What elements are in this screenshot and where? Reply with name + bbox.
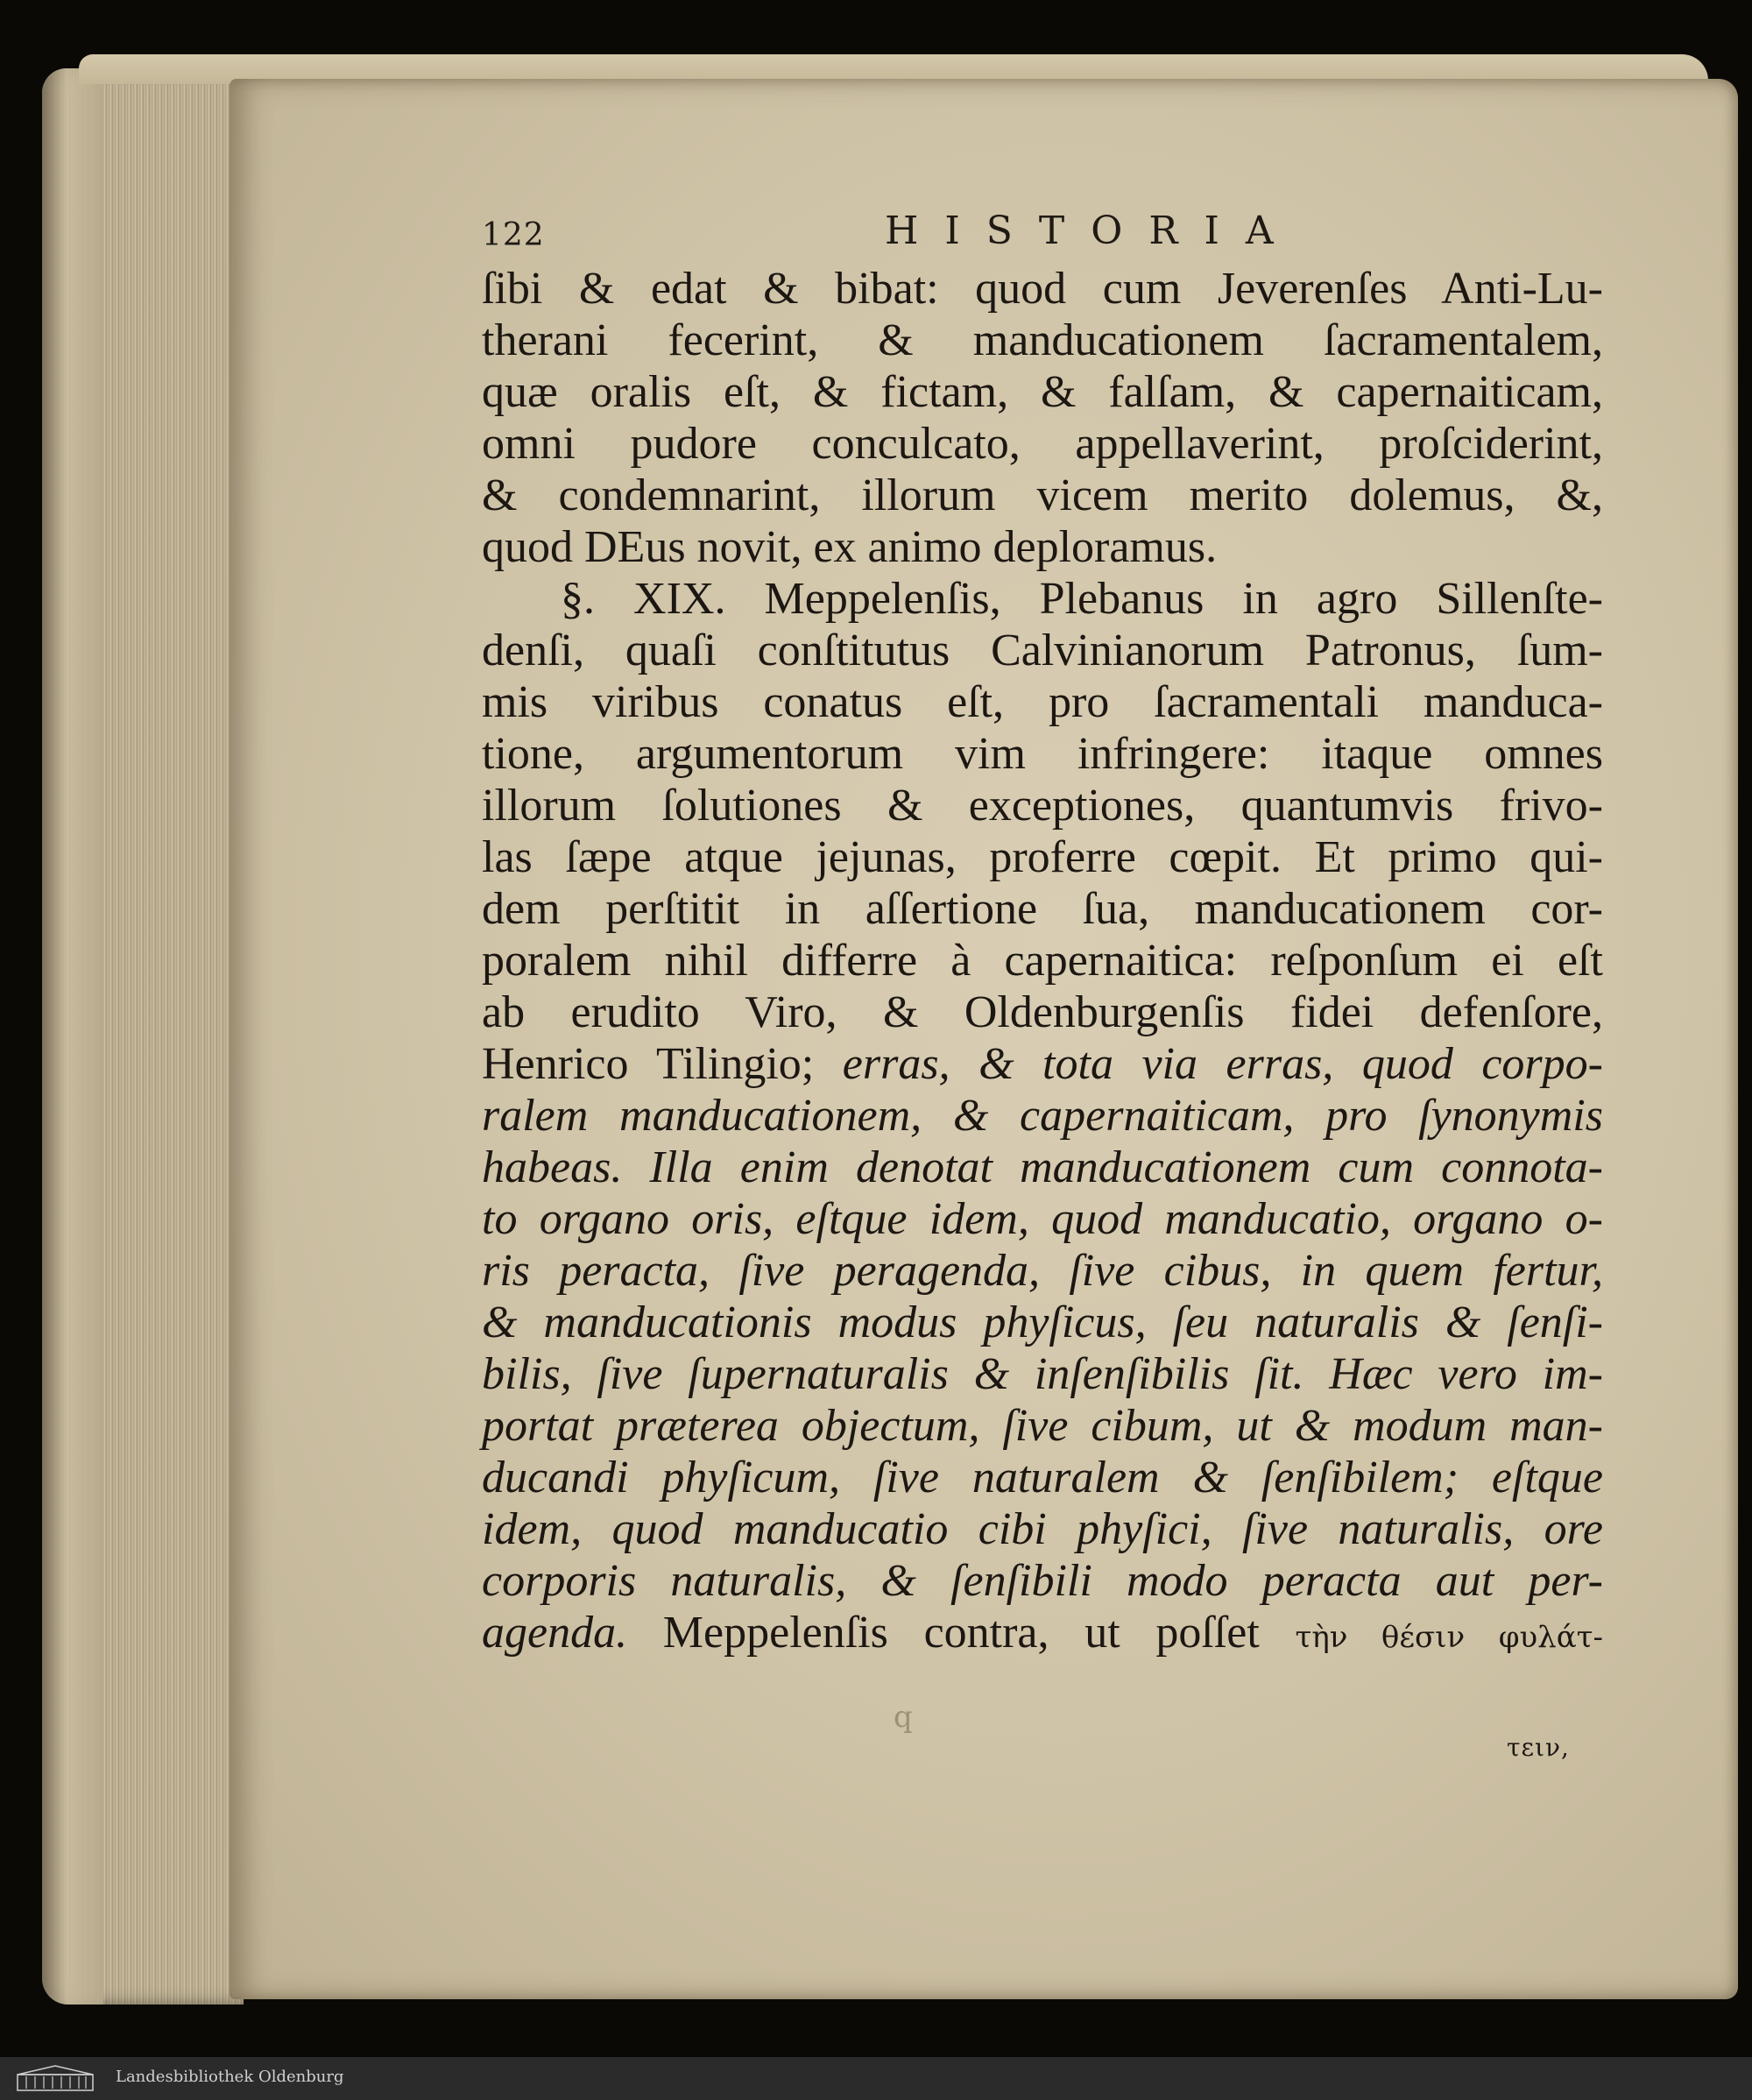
signature-mark: q <box>894 1700 913 1735</box>
page-header <box>482 209 1621 261</box>
text-roman: Henrico Tilingio; <box>482 1039 843 1089</box>
page-number: 122 <box>482 217 545 253</box>
text-roman: Meppelenſis contra, ut poſſet <box>627 1608 1296 1658</box>
text-line: omni pudore conculcato, appellaverint, proſciderint, <box>482 419 1603 469</box>
text-line: ris peracta, ſive peragenda, ſive cibus, in quem fertur, <box>482 1246 1603 1296</box>
text-line: poralem nihil differre à capernaitica: reſponſum ei eſt <box>482 936 1603 986</box>
text-line: therani fecerint, & manducationem ſacramentalem, <box>482 315 1603 365</box>
page-body <box>482 263 1603 1658</box>
text-line <box>482 1038 1603 1090</box>
library-name: Landesbibliothek Oldenburg <box>116 2068 344 2086</box>
text-line: portat præterea objectum, ſive cibum, ut & modum man- <box>482 1401 1603 1451</box>
text-greek: τὴν θέσιν φυλάτ- <box>1295 1620 1603 1655</box>
text-line: & manducationis modus phyſicus, ſeu naturalis & ſenſi- <box>482 1297 1603 1347</box>
running-title: HISTORIA <box>885 209 1300 253</box>
catchword: τειν, <box>1507 1733 1570 1762</box>
text-line: quod DEus novit, ex animo deploramus. <box>482 522 1218 572</box>
text-line: dem perſtitit in aſſertione ſua, manducationem cor- <box>482 884 1603 934</box>
text-line <box>482 1607 1603 1658</box>
text-line: mis viribus conatus eſt, pro ſacramentali manduca- <box>482 677 1603 727</box>
text-line: las ſæpe atque jejunas, proferre cœpit. Et primo qui- <box>482 832 1603 882</box>
text-line: bilis, ſive ſupernaturalis & inſenſibilis ſit. Hæc vero im- <box>482 1349 1603 1399</box>
text-line: & condemnarint, illorum vicem merito dolemus, &, <box>482 470 1603 520</box>
text-line: idem, quod manducatio cibi phyſici, ſive naturalis, ore <box>482 1504 1603 1554</box>
text-line: corporis naturalis, & ſenſibili modo peracta aut per- <box>482 1556 1603 1606</box>
text-line: ſibi & edat & bibat: quod cum Jeverenſes Anti-Lu- <box>482 264 1603 314</box>
text-line: ab erudito Viro, & Oldenburgenſis fidei defenſore, <box>482 987 1603 1037</box>
library-footer <box>0 2057 1752 2100</box>
library-building-icon <box>16 2064 95 2092</box>
text-line: denſi, quaſi conſtitutus Calvinianorum Patronus, ſum- <box>482 626 1603 675</box>
text-line: ralem manducationem, & capernaiticam, pro ſynonymis <box>482 1091 1603 1141</box>
text-line: tione, argumentorum vim infringere: itaque omnes <box>482 729 1603 779</box>
text-italic: erras, & tota via erras, quod corpo- <box>842 1039 1603 1089</box>
text-line: to organo oris, eſtque idem, quod manducatio, organo o- <box>482 1194 1603 1244</box>
text-line: quæ oralis eſt, & fictam, & falſam, & capernaiticam, <box>482 367 1603 417</box>
page-edges <box>42 68 244 2005</box>
text-line: §. XIX. Meppelenſis, Plebanus in agro Sillenſte- <box>561 574 1603 624</box>
text-line: habeas. Illa enim denotat manducationem cum connota- <box>482 1142 1603 1192</box>
text-line: ducandi phyſicum, ſive naturalem & ſenſibilem; eſtque <box>482 1453 1603 1503</box>
text-italic: agenda. <box>482 1608 628 1658</box>
text-line: illorum ſolutiones & exceptiones, quantumvis frivo- <box>482 781 1603 831</box>
